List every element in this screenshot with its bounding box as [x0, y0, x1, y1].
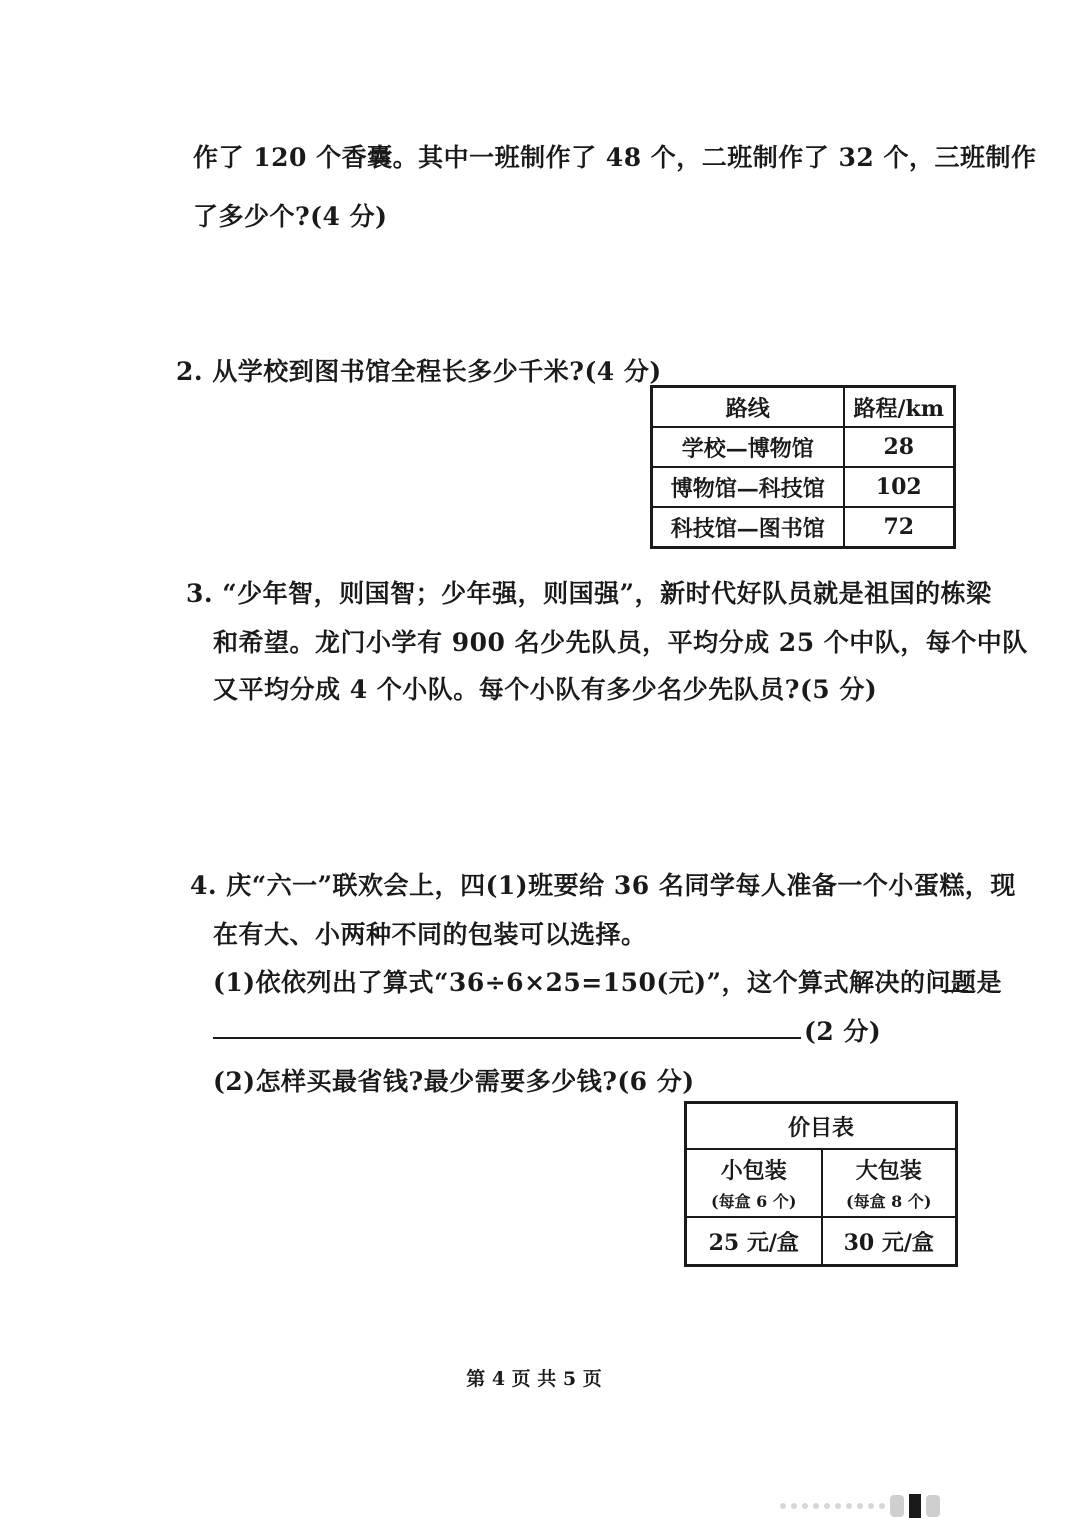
q3-line2: 和希望。龙门小学有 900 名少先队员，平均分成 25 个中队，每个中队	[213, 628, 1028, 657]
q1-line2: 了多少个?(4 分)	[193, 202, 388, 231]
q1-line1: 作了 120 个香囊。其中一班制作了 48 个，二班制作了 32 个，三班制作	[193, 143, 1037, 172]
table-row	[652, 507, 955, 548]
package-row	[686, 1149, 957, 1217]
q3-line1: 3. “少年智，则国智；少年强，则国强”，新时代好队员就是祖国的栋梁	[186, 579, 992, 608]
indicator-dot	[846, 1503, 852, 1509]
small-package-cell	[686, 1149, 822, 1217]
small-package-name: 小包装	[720, 1158, 787, 1184]
large-package-note: (每盒 8 个)	[846, 1192, 932, 1211]
q2-question: 2. 从学校到图书馆全程长多少千米?(4 分)	[176, 357, 662, 386]
price-table-title: 价目表	[686, 1103, 957, 1150]
route-distance-table	[650, 385, 956, 549]
q4-part2: (2)怎样买最省钱?最少需要多少钱?(6 分)	[213, 1067, 695, 1096]
indicator-dot	[813, 1503, 819, 1509]
route-cell: 博物馆—科技馆	[652, 467, 844, 507]
page-indicator	[780, 1494, 940, 1518]
indicator-dot	[791, 1503, 797, 1509]
table-row	[652, 467, 955, 507]
route-cell: 学校—博物馆	[652, 427, 844, 467]
indicator-dot	[824, 1503, 830, 1509]
distance-cell: 28	[844, 427, 955, 467]
indicator-dot	[802, 1503, 808, 1509]
small-package-note: (每盒 6 个)	[711, 1192, 797, 1211]
distance-cell: 102	[844, 467, 955, 507]
small-price-cell: 25 元/盒	[686, 1217, 822, 1266]
indicator-dot	[879, 1503, 885, 1509]
distance-header: 路程/km	[844, 387, 955, 428]
table-row	[652, 427, 955, 467]
route-header: 路线	[652, 387, 844, 428]
indicator-pill	[926, 1495, 940, 1517]
large-package-name: 大包装	[855, 1158, 922, 1184]
answer-blank-line	[213, 1037, 801, 1039]
q4-part1-score: (2 分)	[804, 1017, 882, 1046]
indicator-dot	[780, 1503, 786, 1509]
q4-line1: 4. 庆“六一”联欢会上，四(1)班要给 36 名同学每人准备一个小蛋糕，现	[190, 871, 1016, 900]
price-table-title-row	[686, 1103, 957, 1150]
page-footer: 第 4 页 共 5 页	[466, 1368, 602, 1390]
indicator-pill	[890, 1495, 904, 1517]
route-cell: 科技馆—图书馆	[652, 507, 844, 548]
indicator-dot	[857, 1503, 863, 1509]
q4-part1: (1)依依列出了算式“36÷6×25=150(元)”，这个算式解决的问题是	[213, 968, 1002, 997]
large-package-cell	[822, 1149, 957, 1217]
price-table	[684, 1101, 958, 1267]
large-price-cell: 30 元/盒	[822, 1217, 957, 1266]
distance-cell: 72	[844, 507, 955, 548]
answer-blank-end	[942, 990, 968, 992]
indicator-dot	[835, 1503, 841, 1509]
indicator-dot	[868, 1503, 874, 1509]
price-row	[686, 1217, 957, 1266]
q3-line3: 又平均分成 4 个小队。每个小队有多少名少先队员?(5 分)	[213, 675, 878, 704]
q4-line2: 在有大、小两种不同的包装可以选择。	[213, 920, 647, 949]
indicator-current-bar	[909, 1494, 921, 1518]
route-table-header	[652, 387, 955, 428]
